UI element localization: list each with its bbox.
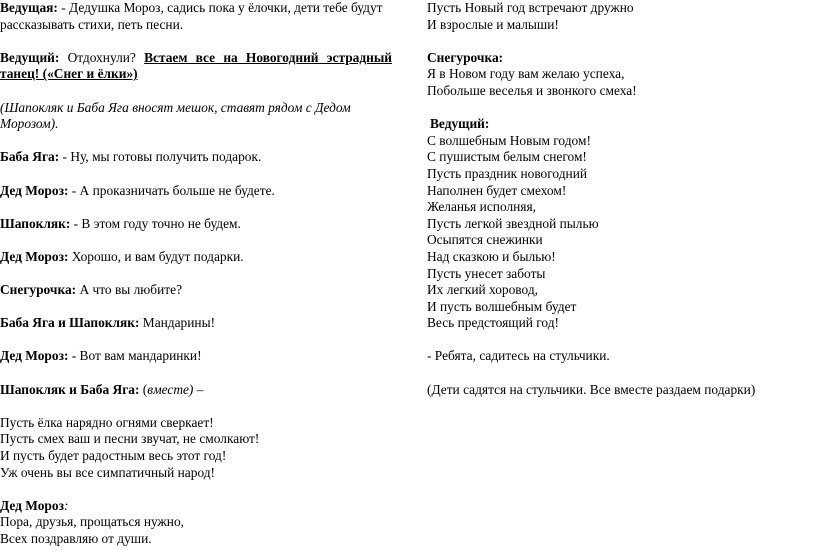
- line-ded-moroz: [0, 348, 392, 365]
- speaker-label: Снегурочка:: [427, 49, 504, 65]
- line-text: - Дедушка Мороз, садись пока у ёлочки, дети тебе будут рассказывать стихи, петь песни.: [0, 0, 383, 32]
- verse-line: Наполнен будет смехом!: [427, 182, 567, 198]
- line-text: Мандарины!: [139, 315, 216, 331]
- speaker-snegurochka: [427, 50, 811, 67]
- dance-announcement: Встаем все на Новогодний эстрадный танец! («Снег и ёлки»): [0, 49, 392, 82]
- line-text: - А проказничать больше не будете.: [68, 182, 275, 198]
- line-shapoklyak-baba-yaga: Шапокляк и Баба Яга: (вместе) –: [0, 381, 204, 397]
- verse-line: Осыпятся снежинки: [427, 232, 543, 248]
- verse-line: Пусть Новый год встречают дружно: [427, 0, 634, 15]
- line-baba-yaga: [0, 149, 392, 166]
- speaker-label: Шапокляк:: [0, 215, 71, 231]
- speaker-label: Баба Яга и Шапокляк:: [0, 315, 140, 331]
- verse-line: Пусть праздник новогодний: [427, 165, 588, 181]
- line-text: Хорошо, и вам будут подарки.: [68, 248, 244, 264]
- line-baba-yaga-shapoklyak: [0, 315, 392, 332]
- line-ded-moroz: [0, 249, 392, 266]
- line-text: Отдохнули?: [59, 49, 145, 65]
- line-snegurochka: [0, 282, 392, 299]
- verse-line: Пусть ёлка нарядно огнями сверкает!: [0, 414, 214, 430]
- line-leader-m: [0, 50, 392, 83]
- verse-line: Их легкий хоровод,: [427, 282, 538, 298]
- verse-line: И взрослые и малыши!: [427, 16, 559, 32]
- speaker-label: Ведущий:: [430, 116, 490, 132]
- speaker-label: Дед Мороз: [0, 497, 64, 513]
- stage-direction: (Дети садятся на стульчики. Все вместе раздаем подарки): [427, 381, 756, 397]
- left-column: [0, 0, 392, 548]
- verse-line: Побольше веселья и звонкого смеха!: [427, 82, 637, 98]
- line-ded-moroz: Дед Мороз:: [0, 497, 69, 513]
- verse-line: Уж очень вы все симпатичный народ!: [0, 464, 216, 480]
- speaker-label: Дед Мороз:: [0, 348, 69, 364]
- speaker-label: Снегурочка:: [0, 282, 77, 298]
- speaker-label: Ведущий:: [0, 49, 60, 65]
- speaker-label: Дед Мороз:: [0, 248, 69, 264]
- verse-line: Пора, друзья, прощаться нужно,: [0, 514, 184, 530]
- verse-line: С пушистым белым снегом!: [427, 149, 587, 165]
- verse-line: Пусть легкой звездной пылью: [427, 215, 599, 231]
- line-text: А что вы любите?: [76, 282, 183, 298]
- speaker-label: Шапокляк и Баба Яга:: [0, 381, 140, 397]
- verse-line: Пусть унесет заботы: [427, 265, 546, 281]
- speaker-label: Дед Мороз:: [0, 182, 69, 198]
- verse-line: С волшебным Новым годом!: [427, 132, 591, 148]
- speaker-label: Баба Яга:: [0, 149, 60, 165]
- right-column: [427, 0, 811, 398]
- stage-direction: (Шапокляк и Баба Яга вносят мешок, ставят рядом с Дедом Морозом).: [0, 99, 351, 132]
- speaker-label: Ведущая:: [0, 0, 58, 15]
- line-shapoklyak: [0, 216, 392, 233]
- verse-line: И пусть будет радостным весь этот год!: [0, 448, 227, 464]
- verse-line: Желанья исполняя,: [427, 199, 536, 215]
- line-text: - Ну, мы готовы получить подарок.: [59, 149, 262, 165]
- line-text: - Вот вам мандаринки!: [68, 348, 202, 364]
- verse-line: Я в Новом году вам желаю успеха,: [427, 66, 625, 82]
- verse-line: И пусть волшебным будет: [427, 298, 577, 314]
- verse-line: Над сказкою и былью!: [427, 248, 556, 264]
- verse-line: Весь предстоящий год!: [427, 315, 559, 331]
- leader-remark: - Ребята, садитесь на стульчики.: [427, 348, 610, 364]
- verse-line: Всех поздравляю от души.: [0, 531, 152, 546]
- verse-line: Пусть смех ваш и песни звучат, не смолкают!: [0, 431, 260, 447]
- line-text: - В этом году точно не будем.: [70, 215, 241, 231]
- speaker-leader: [427, 116, 811, 133]
- line-leader-f: [0, 0, 392, 33]
- line-ded-moroz: [0, 183, 392, 200]
